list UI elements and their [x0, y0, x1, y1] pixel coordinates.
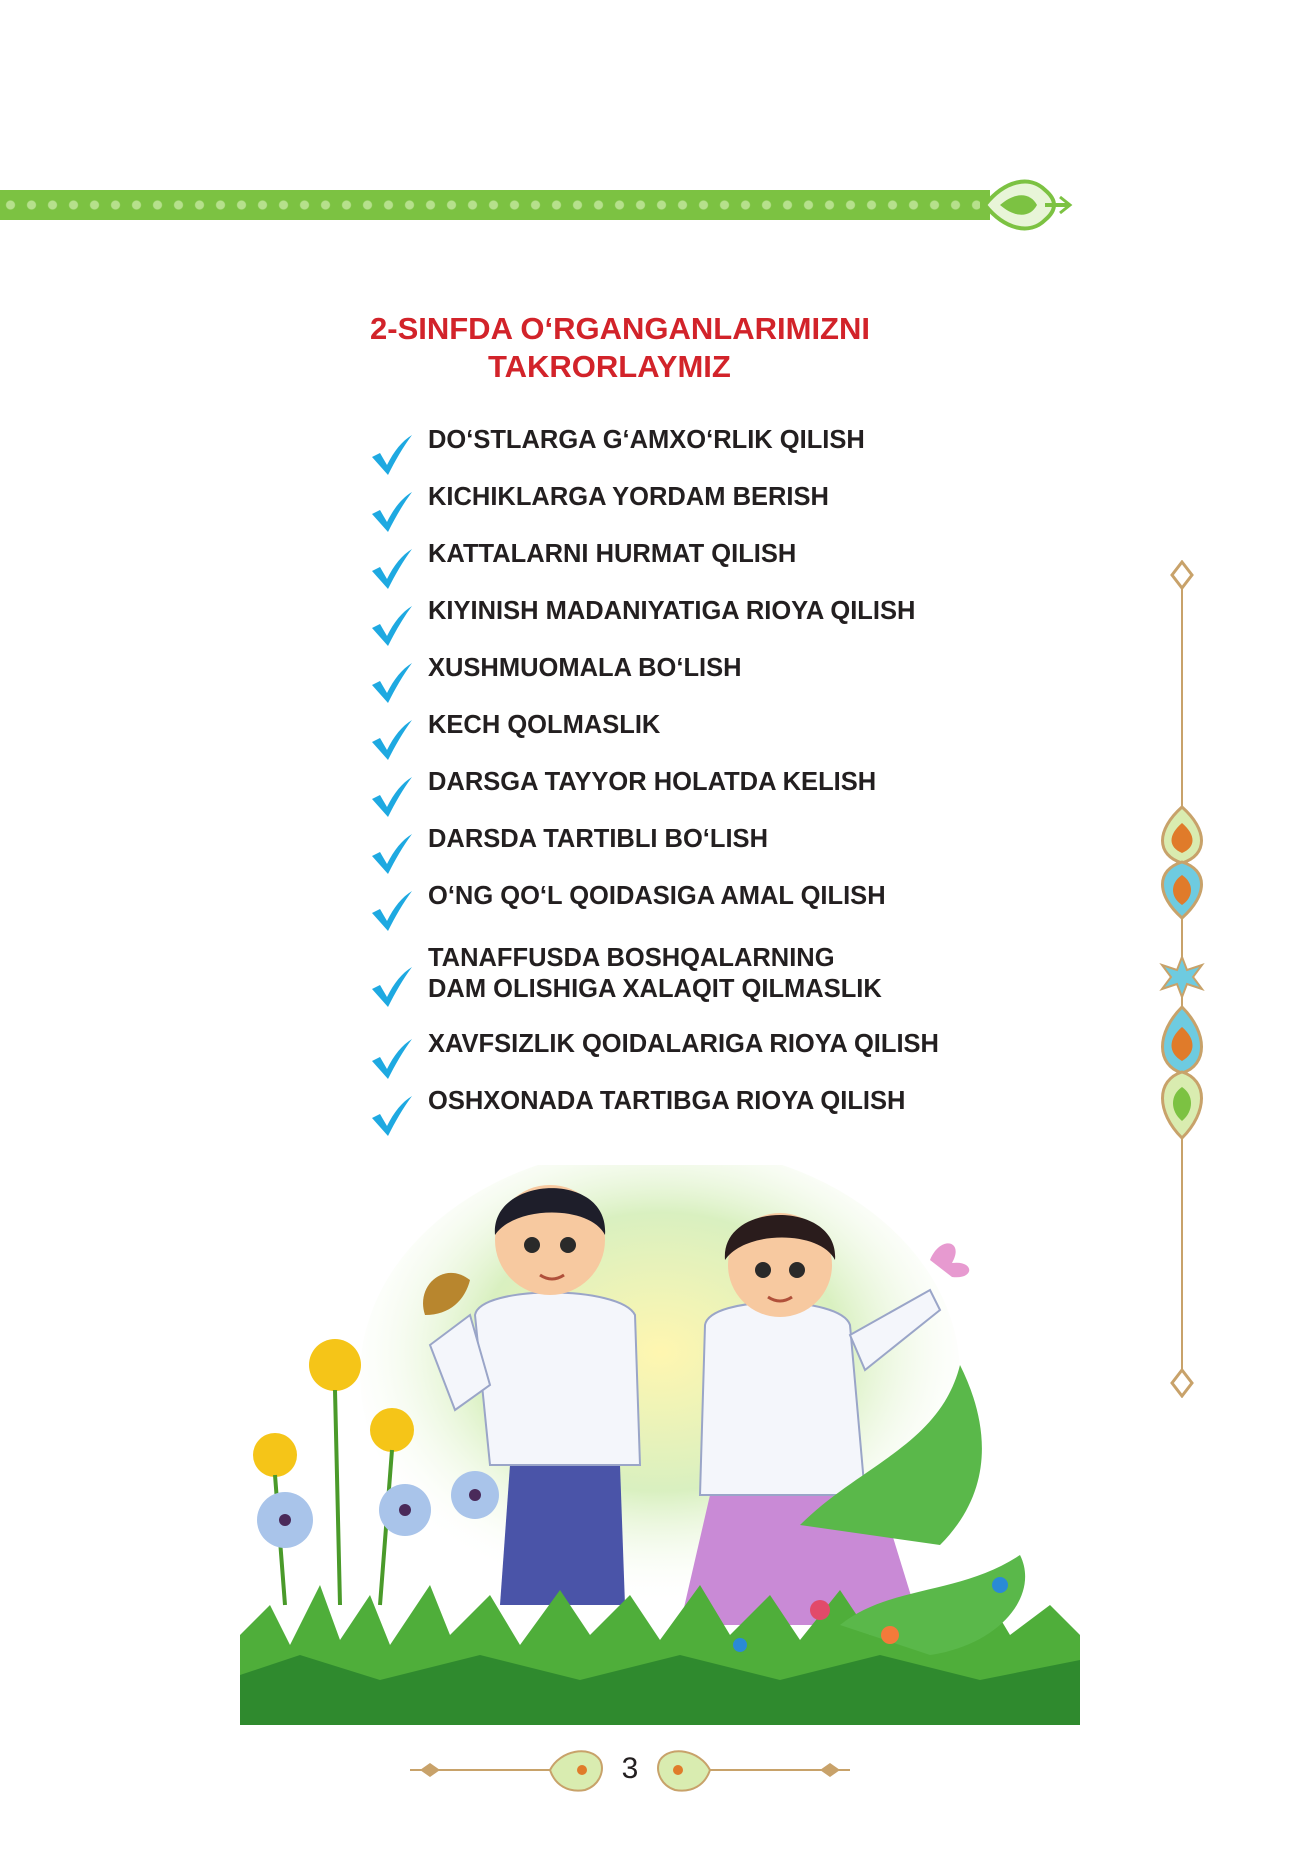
checkmark-icon — [370, 1037, 414, 1081]
title-line-2: TAKRORLAYMIZ — [488, 349, 731, 384]
list-item-text: KICHIKLARGA YORDAM BERISH — [428, 483, 829, 511]
checkmark-icon — [370, 661, 414, 705]
checkmark-icon — [370, 490, 414, 534]
arabesque-ornament-icon — [1150, 805, 1214, 920]
checkmark-icon — [370, 889, 414, 933]
list-item-text: OSHXONADA TARTIBGA RIOYA QILISH — [428, 1087, 906, 1115]
checkmark-icon — [370, 718, 414, 762]
checkmark-icon — [370, 965, 414, 1009]
top-decorative-band — [0, 190, 990, 220]
checkmark-icon — [370, 775, 414, 819]
diamond-ornament-icon — [1150, 560, 1214, 590]
list-item-text: XAVFSIZLIK QOIDALARIGA RIOYA QILISH — [428, 1030, 939, 1058]
star-ornament-icon — [1150, 955, 1214, 999]
list-item-text: XUSHMUOMALA BO‘LISH — [428, 654, 742, 682]
checkmark-icon — [370, 832, 414, 876]
list-item-text-line-2: DAM OLISHIGA XALAQIT QILMASLIK — [428, 975, 882, 1003]
children-meadow-illustration — [240, 1165, 1080, 1725]
band-dots — [0, 199, 980, 211]
list-item-text: KECH QOLMASLIK — [428, 711, 661, 739]
floral-ornament-icon — [975, 170, 1075, 240]
list-item-text-line-1: TANAFFUSDA BOSHQALARNING — [428, 944, 835, 972]
page-title — [370, 310, 970, 386]
checkmark-icon — [370, 547, 414, 591]
diamond-ornament-icon — [1150, 1368, 1214, 1398]
page-number: 3 — [621, 1752, 639, 1785]
list-item-text: KIYINISH MADANIYATIGA RIOYA QILISH — [428, 597, 916, 625]
checkmark-icon — [370, 604, 414, 648]
arabesque-ornament-icon — [1150, 1005, 1214, 1140]
checkmark-icon — [370, 1094, 414, 1138]
list-item-text: O‘NG QO‘L QOIDASIGA AMAL QILISH — [428, 882, 886, 910]
list-item-text: DARSDA TARTIBLI BO‘LISH — [428, 825, 768, 853]
title-line-1: 2-SINFDA O‘RGANGANLARIMIZNI — [370, 311, 870, 346]
list-item-text: DARSGA TAYYOR HOLATDA KELISH — [428, 768, 877, 796]
list-item-text: DO‘STLARGA G‘AMXO‘RLIK QILISH — [428, 426, 865, 454]
list-item-text: KATTALARNI HURMAT QILISH — [428, 540, 797, 568]
checkmark-icon — [370, 433, 414, 477]
